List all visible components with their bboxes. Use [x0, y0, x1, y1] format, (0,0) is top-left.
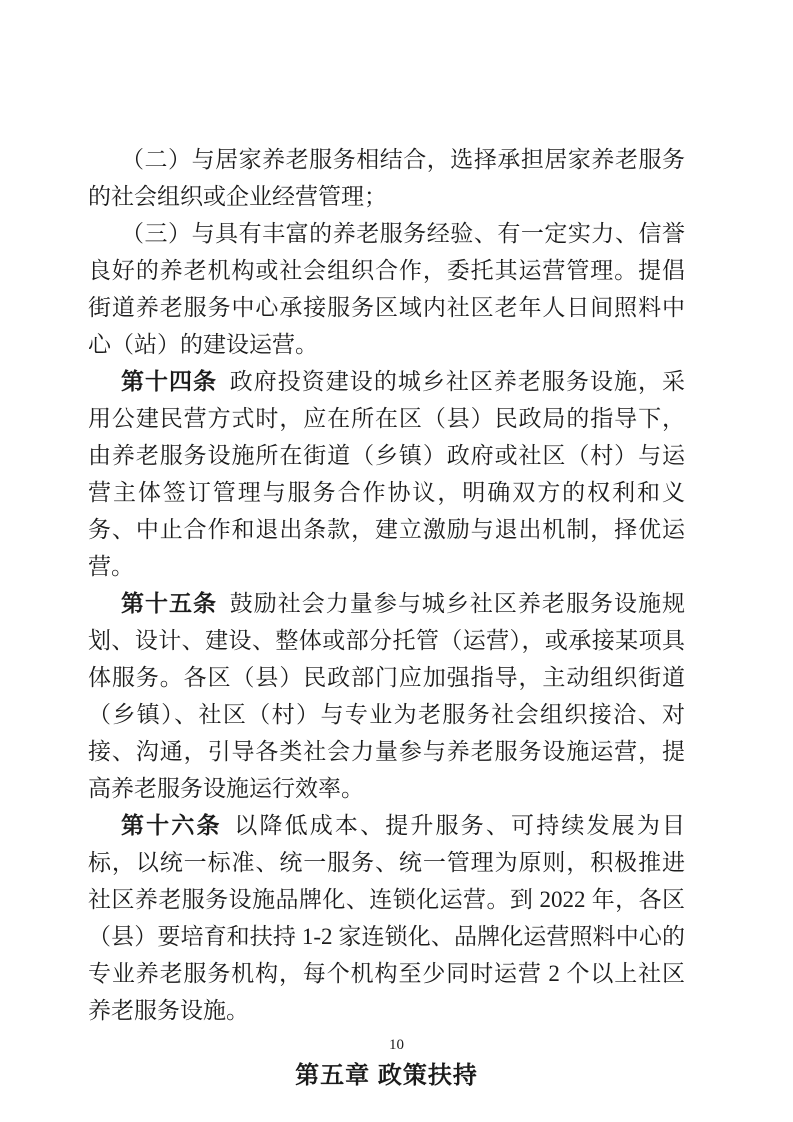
article-number: 第十四条 — [121, 369, 218, 394]
chapter-heading: 第五章 政策扶持 — [295, 1062, 478, 1089]
page-number: 10 — [389, 1037, 404, 1053]
page-footer — [0, 1036, 793, 1054]
paragraph-item-3 — [88, 215, 685, 363]
paragraph-item-2 — [88, 141, 685, 215]
paragraph-text: （二）与居家养老服务相结合，选择承担居家养老服务的社会组织或企业经营管理； — [88, 147, 685, 209]
paragraph-text: 以降低成本、提升服务、可持续发展为目标，以统一标准、统一服务、统一管理为原则，积极推进社区养老服务设施品牌化、连锁化运营。到 2022 年，各区（县）要培育和扶持 1-2 家连锁化、品牌化运营照料中心的专业养老服务机构，每个机构至少同时运营 2 个以上社区养老服务设施。 — [88, 813, 686, 1023]
paragraph-article-14 — [88, 363, 685, 585]
article-number: 第十六条 — [121, 813, 222, 838]
paragraph-text: 鼓励社会力量参与城乡社区养老服务设施规划、设计、建设、整体或部分托管（运营），或承接某项具体服务。各区（县）民政部门应加强指导，主动组织街道（乡镇）、社区（村）与专业为老服务社会组织接洽、对接、沟通，引导各类社会力量参与养老服务设施运营，提高养老服务设施运行效率。 — [88, 591, 686, 801]
paragraph-text: 政府投资建设的城乡社区养老服务设施，采用公建民营方式时，应在所在区（县）民政局的指导下，由养老服务设施所在街道（乡镇）政府或社区（村）与运营主体签订管理与服务合作协议，明确双方的权利和义务、中止合作和退出条款，建立激励与退出机制，择优运营。 — [88, 369, 686, 579]
paragraph-article-16 — [88, 807, 685, 1029]
document-body — [88, 141, 685, 1094]
paragraph-article-15 — [88, 585, 685, 807]
paragraph-text: （三）与具有丰富的养老服务经验、有一定实力、信誉良好的养老机构或社会组织合作，委托其运营管理。提倡街道养老服务中心承接服务区域内社区老年人日间照料中心（站）的建设运营。 — [88, 221, 685, 357]
article-number: 第十五条 — [121, 591, 218, 616]
